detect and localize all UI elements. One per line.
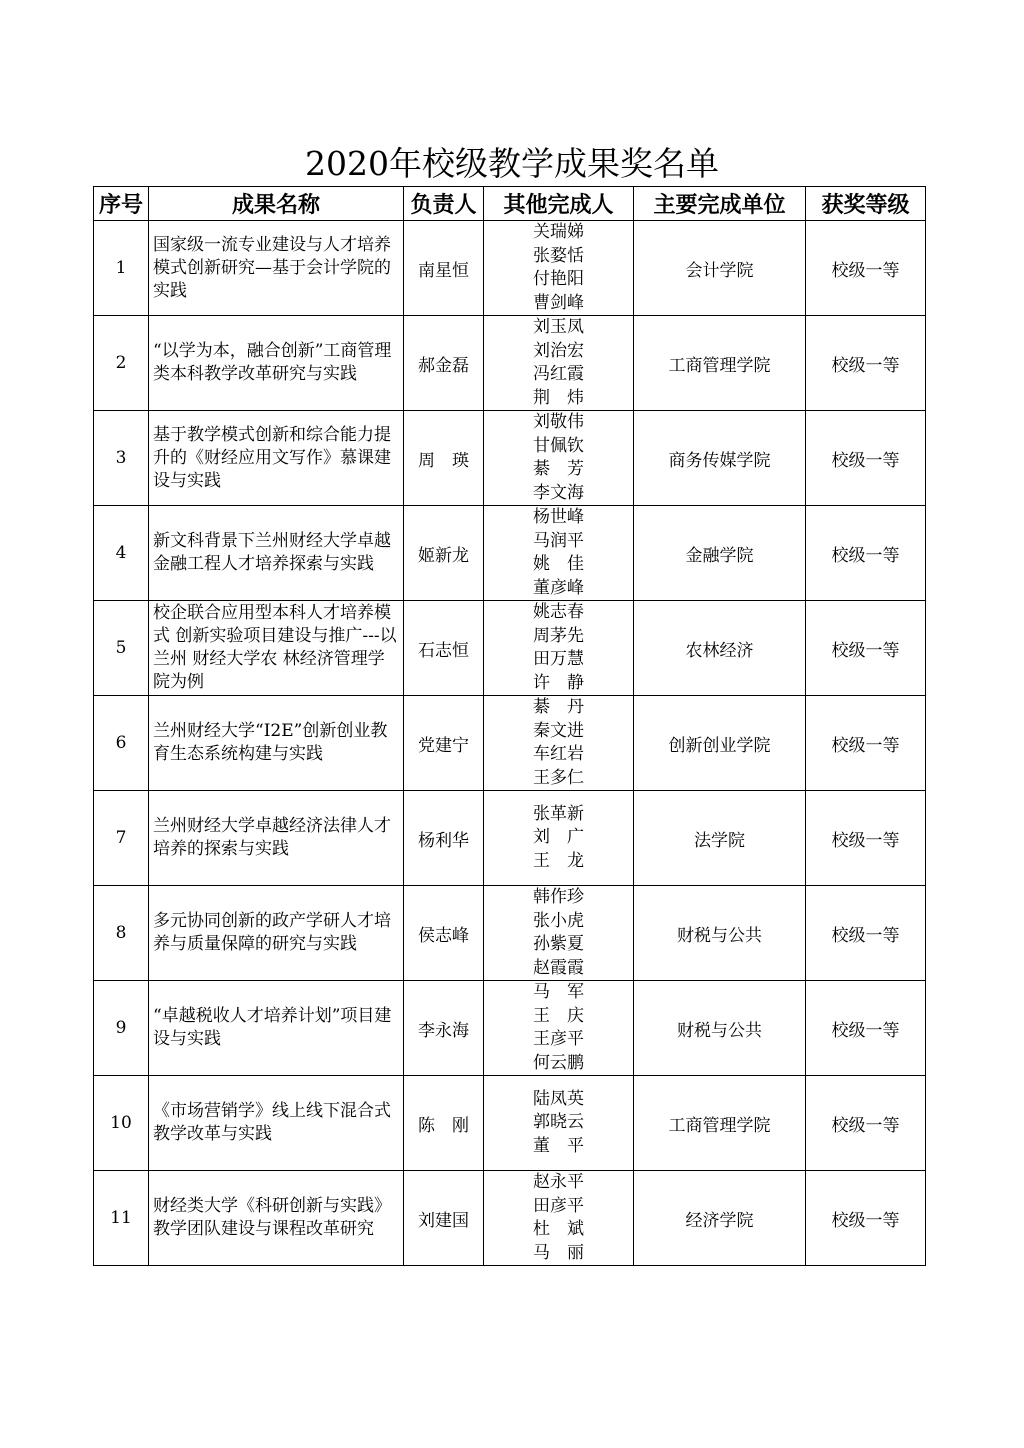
header-unit: 主要完成单位 [634, 187, 806, 221]
other-member: 綦 丹 [533, 697, 584, 717]
table-row [94, 601, 926, 696]
other-member: 马 丽 [533, 1242, 584, 1263]
other-member: 王多仁 [533, 767, 584, 788]
cell-leader: 侯志峰 [404, 886, 484, 981]
other-member: 田彦平 [533, 1195, 584, 1216]
other-member: 曹剑峰 [533, 292, 584, 313]
cell-no: 6 [94, 696, 149, 791]
cell-unit: 农林经济 [634, 601, 806, 696]
other-member: 冯红霞 [533, 364, 584, 384]
cell-unit: 财税与公共 [634, 886, 806, 981]
cell-others [484, 981, 634, 1076]
cell-unit: 工商管理学院 [634, 1076, 806, 1171]
cell-no: 9 [94, 981, 149, 1076]
cell-leader: 南星恒 [404, 221, 484, 316]
cell-no: 3 [94, 411, 149, 506]
other-member: 刘 广 [533, 827, 584, 848]
other-member: 王 龙 [533, 850, 584, 871]
cell-no: 5 [94, 601, 149, 696]
other-member: 甘佩钦 [533, 435, 584, 456]
cell-leader: 郝金磊 [404, 316, 484, 411]
cell-others [484, 1171, 634, 1266]
other-member: 周茅先 [533, 625, 584, 646]
table-row [94, 791, 926, 886]
cell-leader: 姬新龙 [404, 506, 484, 601]
cell-name: 国家级一流专业建设与人才培养模式创新研究—基于会计学院的实践 [149, 221, 404, 316]
cell-unit: 经济学院 [634, 1171, 806, 1266]
cell-level: 校级一等 [806, 1076, 926, 1171]
cell-level: 校级一等 [806, 411, 926, 506]
cell-no: 11 [94, 1171, 149, 1266]
other-member: 车红岩 [533, 744, 584, 764]
cell-leader: 刘建国 [404, 1171, 484, 1266]
other-member: 陆凤英 [533, 1088, 584, 1109]
other-member: 付艳阳 [533, 269, 584, 289]
cell-unit: 商务传媒学院 [634, 411, 806, 506]
header-leader: 负责人 [404, 187, 484, 221]
cell-unit: 金融学院 [634, 506, 806, 601]
header-level: 获奖等级 [806, 187, 926, 221]
cell-name: 基于教学模式创新和综合能力提升的《财经应用文写作》慕课建设与实践 [149, 411, 404, 506]
cell-name: 新文科背景下兰州财经大学卓越金融工程人才培养探索与实践 [149, 506, 404, 601]
cell-others [484, 316, 634, 411]
table-row [94, 886, 926, 981]
cell-others [484, 886, 634, 981]
other-member: 马润平 [533, 530, 584, 551]
other-member: 秦文进 [533, 720, 584, 741]
cell-level: 校级一等 [806, 696, 926, 791]
cell-unit: 工商管理学院 [634, 316, 806, 411]
cell-level: 校级一等 [806, 601, 926, 696]
header-others: 其他完成人 [484, 187, 634, 221]
cell-leader: 杨利华 [404, 791, 484, 886]
other-member: 刘治宏 [533, 340, 584, 361]
cell-name: 校企联合应用型本科人才培养模式 创新实验项目建设与推广---以兰州 财经大学农 林经济管理学院为例 [149, 601, 404, 696]
other-member: 田万慧 [533, 649, 584, 669]
cell-name: 《市场营销学》线上线下混合式教学改革与实践 [149, 1076, 404, 1171]
other-member: 王 庆 [533, 1005, 584, 1026]
other-member: 孙紫夏 [533, 934, 584, 954]
other-member: 董 平 [533, 1135, 584, 1156]
table-row [94, 1171, 926, 1266]
table-row [94, 411, 926, 506]
other-member: 韩作珍 [533, 887, 584, 907]
cell-name: “卓越税收人才培养计划”项目建设与实践 [149, 981, 404, 1076]
cell-level: 校级一等 [806, 506, 926, 601]
table-row [94, 981, 926, 1076]
cell-name: 兰州财经大学卓越经济法律人才培养的探索与实践 [149, 791, 404, 886]
cell-others [484, 601, 634, 696]
other-member: 赵永平 [533, 1172, 584, 1192]
other-member: 张婺恬 [533, 245, 584, 266]
cell-others [484, 696, 634, 791]
award-table [93, 186, 926, 1266]
cell-others [484, 1076, 634, 1171]
cell-leader: 李永海 [404, 981, 484, 1076]
other-member: 郭晓云 [533, 1112, 584, 1133]
cell-name: 多元协同创新的政产学研人才培养与质量保障的研究与实践 [149, 886, 404, 981]
table-row [94, 316, 926, 411]
other-member: 许 静 [533, 672, 584, 693]
other-member: 张革新 [533, 803, 584, 824]
other-member: 赵霞霞 [533, 957, 584, 978]
cell-level: 校级一等 [806, 886, 926, 981]
cell-no: 7 [94, 791, 149, 886]
cell-name: “以学为本，融合创新”工商管理类本科教学改革研究与实践 [149, 316, 404, 411]
cell-name: 财经类大学《科研创新与实践》教学团队建设与课程改革研究 [149, 1171, 404, 1266]
other-member: 刘玉凤 [533, 317, 584, 337]
cell-no: 10 [94, 1076, 149, 1171]
cell-unit: 财税与公共 [634, 981, 806, 1076]
other-member: 马 军 [533, 982, 584, 1002]
cell-no: 8 [94, 886, 149, 981]
cell-leader: 陈 刚 [404, 1076, 484, 1171]
table-row [94, 696, 926, 791]
other-member: 姚 佳 [533, 554, 584, 574]
cell-name: 兰州财经大学“I2E”创新创业教育生态系统构建与实践 [149, 696, 404, 791]
other-member: 荆 炜 [533, 387, 584, 408]
cell-others [484, 411, 634, 506]
cell-unit: 会计学院 [634, 221, 806, 316]
cell-others [484, 791, 634, 886]
cell-level: 校级一等 [806, 791, 926, 886]
cell-no: 1 [94, 221, 149, 316]
cell-no: 4 [94, 506, 149, 601]
table-row [94, 506, 926, 601]
header-no: 序号 [94, 187, 149, 221]
other-member: 刘敬伟 [533, 412, 584, 432]
other-member: 王彦平 [533, 1029, 584, 1049]
table-row [94, 221, 926, 316]
cell-level: 校级一等 [806, 221, 926, 316]
cell-others [484, 506, 634, 601]
cell-others [484, 221, 634, 316]
page-title: 2020年校级教学成果奖名单 [305, 144, 719, 183]
other-member: 杨世峰 [533, 507, 584, 527]
cell-unit: 创新创业学院 [634, 696, 806, 791]
cell-level: 校级一等 [806, 316, 926, 411]
other-member: 綦 芳 [533, 459, 584, 479]
cell-no: 2 [94, 316, 149, 411]
header-row [94, 187, 926, 221]
table-row [94, 1076, 926, 1171]
other-member: 姚志春 [533, 602, 584, 622]
other-member: 张小虎 [533, 910, 584, 931]
cell-leader: 党建宁 [404, 696, 484, 791]
other-member: 董彦峰 [533, 577, 584, 598]
cell-leader: 周 瑛 [404, 411, 484, 506]
other-member: 何云鹏 [533, 1052, 584, 1073]
other-member: 关瑞娣 [533, 222, 584, 242]
header-name: 成果名称 [149, 187, 404, 221]
cell-level: 校级一等 [806, 981, 926, 1076]
table-body [94, 221, 926, 1266]
other-member: 李文海 [533, 482, 584, 503]
cell-leader: 石志恒 [404, 601, 484, 696]
cell-level: 校级一等 [806, 1171, 926, 1266]
cell-unit: 法学院 [634, 791, 806, 886]
other-member: 杜 斌 [533, 1219, 584, 1239]
